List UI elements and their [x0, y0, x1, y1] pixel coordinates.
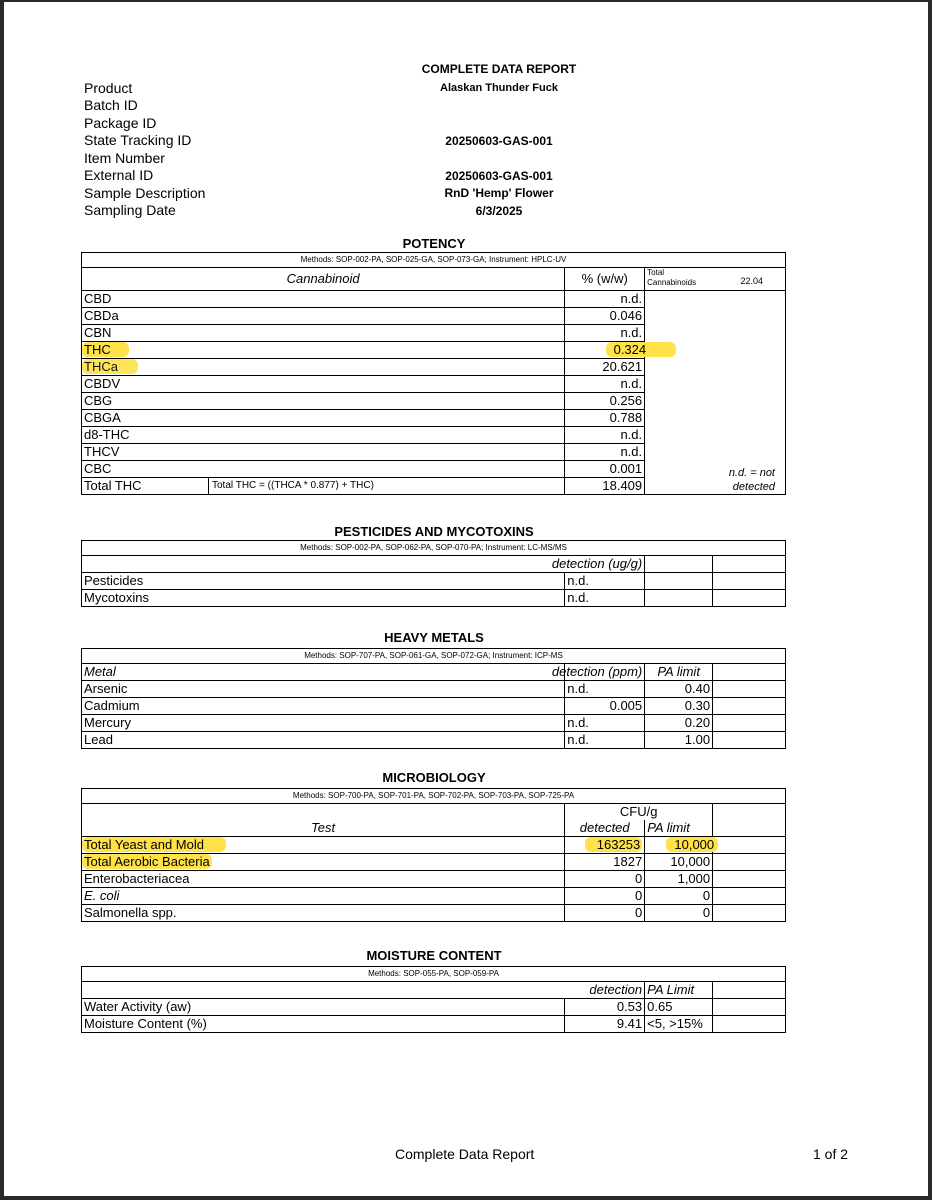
product-name: Alaskan Thunder Fuck [440, 82, 558, 94]
cannabinoid-value: n.d. [565, 291, 645, 308]
label-state-tracking-id: State Tracking ID [84, 132, 192, 148]
moisture-methods: Methods: SOP-055-PA, SOP-059-PA [82, 967, 786, 982]
micro-value: 0 [565, 905, 645, 922]
col-test: Test [82, 804, 565, 837]
moisture-value: 9.41 [565, 1016, 645, 1033]
cannabinoid-value: 20.621 [565, 359, 645, 376]
salmonella-name: Salmonella [84, 905, 149, 920]
pesticide-name: Mycotoxins [82, 590, 565, 607]
micro-value: 1827 [565, 854, 645, 871]
metal-limit: 0.20 [645, 715, 713, 732]
cannabinoid-value: n.d. [565, 427, 645, 444]
metal-name: Mercury [82, 715, 565, 732]
micro-name-aerobic [82, 854, 565, 871]
micro-limit: 1,000 [645, 871, 713, 888]
metal-nd: n.d. [565, 732, 645, 749]
moisture-value: 0.53 [565, 999, 645, 1016]
total-thc-label: Total THC [84, 478, 142, 493]
label-sampling-date: Sampling Date [84, 202, 176, 218]
page-number: 1 of 2 [813, 1146, 849, 1162]
potency-heading: POTENCY [402, 236, 466, 251]
moisture-limit: <5, >15% [645, 1016, 713, 1033]
metals-methods: Methods: SOP-707-PA, SOP-061-GA, SOP-072-GA; Instrument: ICP-MS [82, 649, 786, 664]
metals-table [81, 648, 786, 749]
micro-limit: 0 [645, 888, 713, 905]
sampling-date-value: 6/3/2025 [475, 204, 523, 218]
cannabinoid-value-thc [565, 342, 645, 359]
cannabinoid-name: CBDV [82, 376, 565, 393]
cannabinoid-name: CBGA [82, 410, 565, 427]
cannabinoid-name-thca [82, 359, 565, 376]
pesticide-value: n.d. [565, 590, 645, 607]
state-tracking-id-value: 20250603-GAS-001 [445, 134, 553, 148]
micro-name-salmonella [82, 905, 565, 922]
metal-value: 0.005 [565, 698, 645, 715]
col-pa-limit: PA limit [645, 664, 713, 681]
thc-highlight: THC [82, 342, 129, 357]
micro-table [81, 788, 786, 922]
moisture-name: Moisture Content (%) [82, 1016, 565, 1033]
cannabinoid-value: 0.001 [565, 461, 645, 478]
moisture-limit: 0.65 [645, 999, 713, 1016]
micro-methods: Methods: SOP-700-PA, SOP-701-PA, SOP-702-PA, SOP-703-PA, SOP-725-PA [82, 789, 786, 804]
pesticide-value: n.d. [565, 573, 645, 590]
notes-cell [645, 291, 786, 495]
col-pa-limit: PA Limit [645, 982, 713, 999]
micro-name: Enterobacteriacea [82, 871, 565, 888]
potency-table [81, 252, 786, 495]
moisture-name: Water Activity (aw) [82, 999, 565, 1016]
total-thc-value: 18.409 [565, 478, 645, 495]
micro-name-yeast-mold [82, 837, 565, 854]
label-product: Product [84, 80, 133, 96]
pesticides-table [81, 540, 786, 607]
cannabinoid-value: 0.256 [565, 393, 645, 410]
total-thc-row [82, 478, 565, 495]
col-metal-label: Metal [84, 664, 116, 679]
nd-note-1: n.d. = not [728, 467, 775, 479]
pesticide-name: Pesticides [82, 573, 565, 590]
cannabinoid-value: n.d. [565, 376, 645, 393]
metal-limit: 0.30 [645, 698, 713, 715]
cannabinoid-name: CBN [82, 325, 565, 342]
micro-value-yeast-mold [565, 837, 645, 854]
moisture-table [81, 966, 786, 1033]
col-detection: detection [82, 982, 645, 999]
report-page [4, 2, 928, 1196]
cannabinoid-name: CBD [82, 291, 565, 308]
report-title: COMPLETE DATA REPORT [421, 62, 577, 76]
micro-limit-yeast-mold [645, 837, 713, 854]
thc-value-highlight: 0.324 [606, 342, 677, 357]
cannabinoid-name: THCV [82, 444, 565, 461]
metals-heading: HEAVY METALS [384, 630, 484, 645]
metal-name: Lead [82, 732, 565, 749]
col-detected: detected [565, 820, 645, 837]
cannabinoid-value: n.d. [565, 325, 645, 342]
cannabinoid-name: CBC [82, 461, 565, 478]
metal-nd: n.d. [565, 715, 645, 732]
micro-limit: 0 [645, 905, 713, 922]
label-package-id: Package ID [84, 115, 157, 131]
label-sample-description: Sample Description [84, 185, 206, 201]
metal-name: Cadmium [82, 698, 565, 715]
label-batch-id: Batch ID [84, 97, 138, 113]
metal-nd: n.d. [565, 681, 645, 698]
cannabinoid-value: n.d. [565, 444, 645, 461]
label-item-number: Item Number [84, 150, 165, 166]
col-detection: detection (ppm) [551, 664, 643, 679]
cannabinoid-value: 0.788 [565, 410, 645, 427]
total-cannabinoids-cell [645, 268, 786, 291]
aerobic-highlight: Total Aerobic Bacteria [84, 854, 210, 869]
pesticides-heading: PESTICIDES AND MYCOTOXINS [334, 524, 534, 539]
potency-methods: Methods: SOP-002-PA, SOP-025-GA, SOP-073-GA; Instrument: HPLC-UV [82, 253, 786, 268]
total-thc-formula: Total THC = ((THCA * 0.877) + THC) [208, 478, 374, 494]
col-metal [82, 664, 643, 681]
micro-name: E. coli [82, 888, 565, 905]
col-percent: % (w/w) [565, 268, 645, 291]
moisture-heading: MOISTURE CONTENT [366, 948, 502, 963]
yeast-mold-highlight: Total Yeast and Mold [82, 837, 226, 852]
yeast-mold-value-highlight: 163253 [585, 837, 642, 852]
nd-note-2: detected [732, 481, 775, 493]
pesticides-methods: Methods: SOP-002-PA, SOP-062-PA, SOP-070-PA; Instrument: LC-MS/MS [82, 541, 786, 556]
cannabinoid-name: d8-THC [82, 427, 565, 444]
micro-heading: MICROBIOLOGY [382, 770, 486, 785]
external-id-value: 20250603-GAS-001 [445, 169, 553, 183]
cannabinoid-name: CBG [82, 393, 565, 410]
thca-highlight: THCa [82, 359, 138, 374]
col-cannabinoid: Cannabinoid [82, 268, 565, 291]
metal-name: Arsenic [82, 681, 565, 698]
col-detection: detection (ug/g) [82, 556, 645, 573]
cannabinoid-name: CBDa [82, 308, 565, 325]
metal-limit: 0.40 [645, 681, 713, 698]
micro-value: 0 [565, 888, 645, 905]
cannabinoid-name-thc [82, 342, 565, 359]
col-unit: CFU/g [565, 804, 713, 821]
micro-value: 0 [565, 871, 645, 888]
sample-description-value: RnD 'Hemp' Flower [444, 186, 554, 200]
micro-limit: 10,000 [645, 854, 713, 871]
total-cannabinoids-label: Total Cannabinoids [647, 268, 697, 287]
metal-limit: 1.00 [645, 732, 713, 749]
col-pa-limit: PA limit [645, 820, 713, 837]
total-cannabinoids-value: 22.04 [740, 276, 763, 286]
salmonella-suffix: spp. [148, 905, 177, 920]
yeast-mold-limit-highlight: 10,000 [666, 837, 718, 852]
footer-title: Complete Data Report [395, 1146, 535, 1162]
label-external-id: External ID [84, 167, 154, 183]
cannabinoid-value: 0.046 [565, 308, 645, 325]
